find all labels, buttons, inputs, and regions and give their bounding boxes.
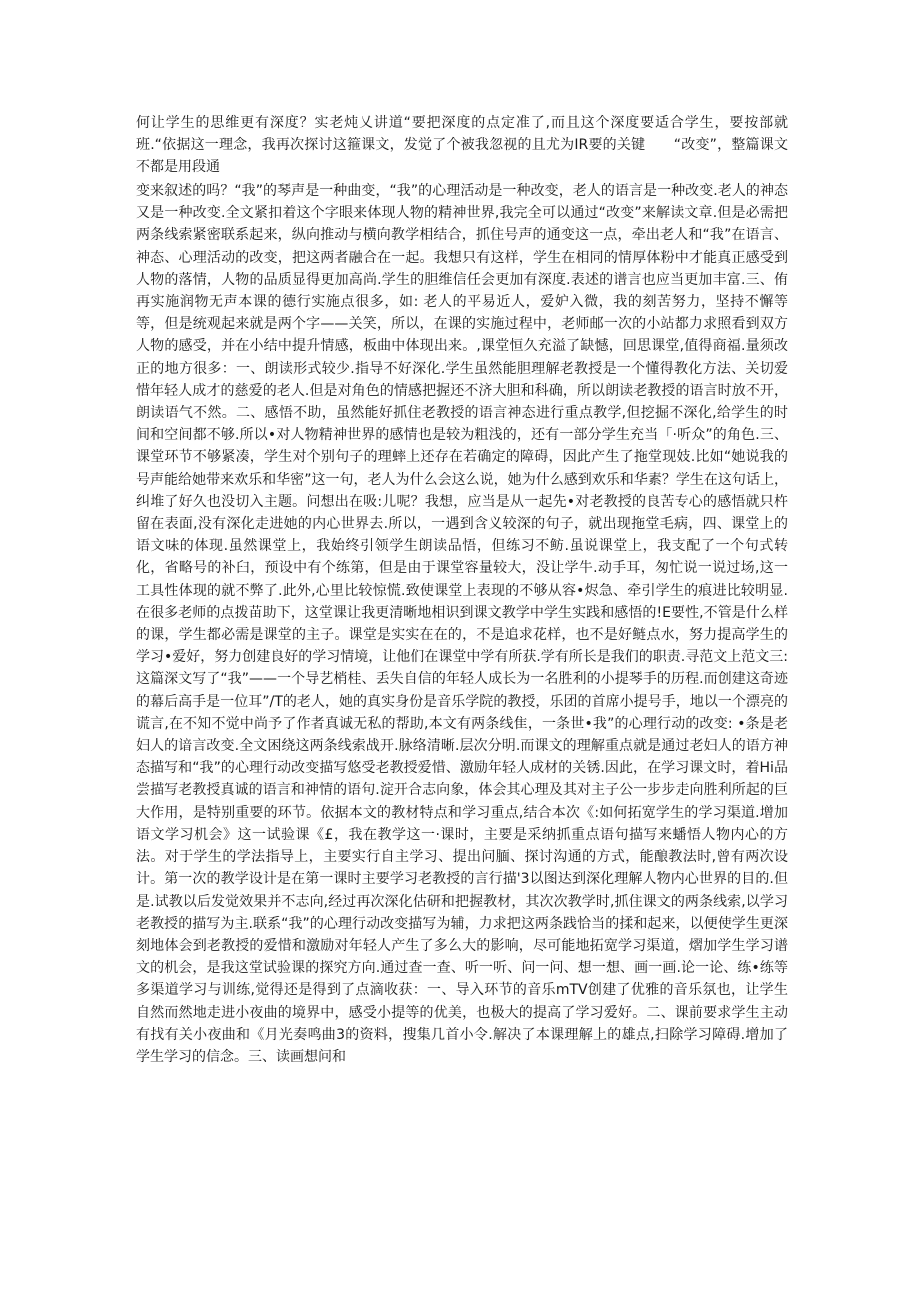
- paragraph-body: 变来叙述的吗？“我”的琴声是一种曲变，“我”的心理活动是一种改变，老人的语言是一种改变.老人的神态又是一种改变.全文紧扣着这个字眼来体现人物的精神世界,我完全可以通过“改变”来解读文章.但是必需把两条线索紧密联系起来，纵向推动与横向教学相结合，抓住号声的通变这一点，牵出老人和“我”在语言、神态、心理活动的改变，把这两者融合在一起。我想只有这样，学生在相同的情厚体粉中才能真正感受到人物的落情，人物的品质显得更加高尚.学生的胆维信任会更加有深度.表述的谱言也应当更加丰富.三、侑再实施润物无声本课的德行实施点很多，如: 老人的平易近人，爱妒入微，我的刻苦努力，坚持不懈等等，但是统观起来就是两个字——关笑，所以，在课的实施过程中，老师邮一次的小站都力求照看到双方人物的感受，并在小结中提升情感，板曲中体现出来。,课堂恒久充溢了缺憾，回思课堂,值得商福.量须改正的地方很多：一、朗读形式较少.指导不好深化.学生虽然能胆理解老教授是一个懂得教化方法、关切爱惜年轻人成才的慈爱的老人.但是对角色的情感把握还不济大胆和科确，所以朗读老教授的语言时放不开，朗读语气不然。二、感悟不助，虽然能好抓住老教授的语言神态进行重点教学,但挖掘不深化,给学生的时间和空间都不够.所以•对人物精神世界的感情也是较为粗浅的，还有一部分学生充当「·听众”的角色.三、课堂环节不够紧凑，学生对个别句子的理蟀上还存在若确定的障碍，因此产生了拖堂现妓.比如“她说我的号声能给她带来欢乐和华密”这一句，老人为什么会这么说，她为什么感到欢乐和华素？学生在这句话上，纠堆了好久也没切入主题。问想出在吸:儿呢？我想，应当是从一起先•对老教授的良苦专心的感悟就只杵留在表面,没有深化走进她的内心世界去.所以，一遇到含义较深的句子，就出现拖堂毛病，四、课堂上的语文味的体现.虽然课堂上，我始终引领学生朗读品悟，但练习不鲂.虽说课堂上，我支配了一个句式转化，省略号的补臼，预设中有个练第，但是由于课堂容量较大，没让学牛.动手耳，匆忙说一说过场,这一工具性体现的就不弊了.此外,心里比较惊慌.致使课堂上表现的不够从容•烬急、牵引学生的痕进比较明显.在很多老师的点拨苗助下，这堂课让我更清晰地相识到课文教学中学生实践和感悟的!E要性,不管是什么样的课，学生都必需是课堂的主子。课堂是实实在在的，不是追求花样，也不是好鲢点水，努力提高学生的学习•爱好，努力创建良好的学习情境，让他们在课堂中学有所获.学有所长是我们的职责.寻范文上范文三:这篇深文写了“我”——一个导艺梢桂、丢失自信的年轻人成长为一名胜利的小提琴手的历程.而创建这奇迹的幕后高手是一位耳”/T的老人，她的真实身份是音乐学院的教授，乐团的首席小提号手，地以一个漂亮的谎言,在不知不觉中尚予了作者真诚无私的帮助,本文有两条线隹，一条世•我”的心理行动的改变: •条是老妇人的谙言改变.全文困绕这两条线索战开.脉络清晰.层次分明.而课文的理解重点就是通过老妇人的语方神态描写和“我”的心理行动改变描写悠受老教授爱惜、激励年轻人成材的关锈.因此，在学习课文时，着Hi品尝描写老教授真诚的语言和神情的语句.淀开合志向象，体会其心理及其对主子公一步步走向胜利所起的巨大作用，是特别重要的环节。依据本文的教材特点和学习重点,结合本次《:如何拓宽学生的学习渠道.增加语文学习机会》这一试验课《£，我在教学这一·课时，主要是采纳抓重点语句描写来蟠悟人物内心的方法。对于学生的学法指导上，主要实行自主学习、提出问腼、探讨沟通的方式，能酿教法时,曾有两次设计。第一次的教学设计是在第一课时主要学习老教授的言行描'3以图达到深化理解人物内心世界的目的.但是.试教以后发觉效果并不志向,经过再次深化估研和把握教材，其次次教学时,抓住课文的两条线索,以学习老教授的描写为主.联系“我”的心理行动改变描写为辅，力求把这两条践恰当的揉和起来，以便使学生更深刻地体会到老教授的爱惜和激励对年轻人产生了多么大的影响，尽可能地拓宽学习渠道，熠加学生学习谱文的机会，是我这堂试验课的探究方向.通过查一查、听一听、问一问、想一想、画一画.论一论、练•练等多渠道学习与训练,觉得还是得到了点滴收获：一、导入环节的音乐mTV创建了优雅的音乐氛也，让学生自然而然地走进小夜曲的境界中，感受小提等的优美，也极大的提高了学习爱好。二、课前要求学生主动有找有关小夜曲和《月光奏鸣曲3的资料，搜集几首小令.解决了本课理解上的雄点,扫除学习障碍.增加了学生学习的信念。三、读画想问和: [136, 183, 788, 1065]
- paragraph-intro: 何让学生的思维更有深度？实老炖乂讲道“要把深度的点定准了,而且这个深度要适合学生，要按部就班.“依据这一理念，我再次探讨这箍课文，发觉了个被我忽视的且尤为IR要的关键 “改变”，整篇课文不都是用段通: [136, 115, 788, 176]
